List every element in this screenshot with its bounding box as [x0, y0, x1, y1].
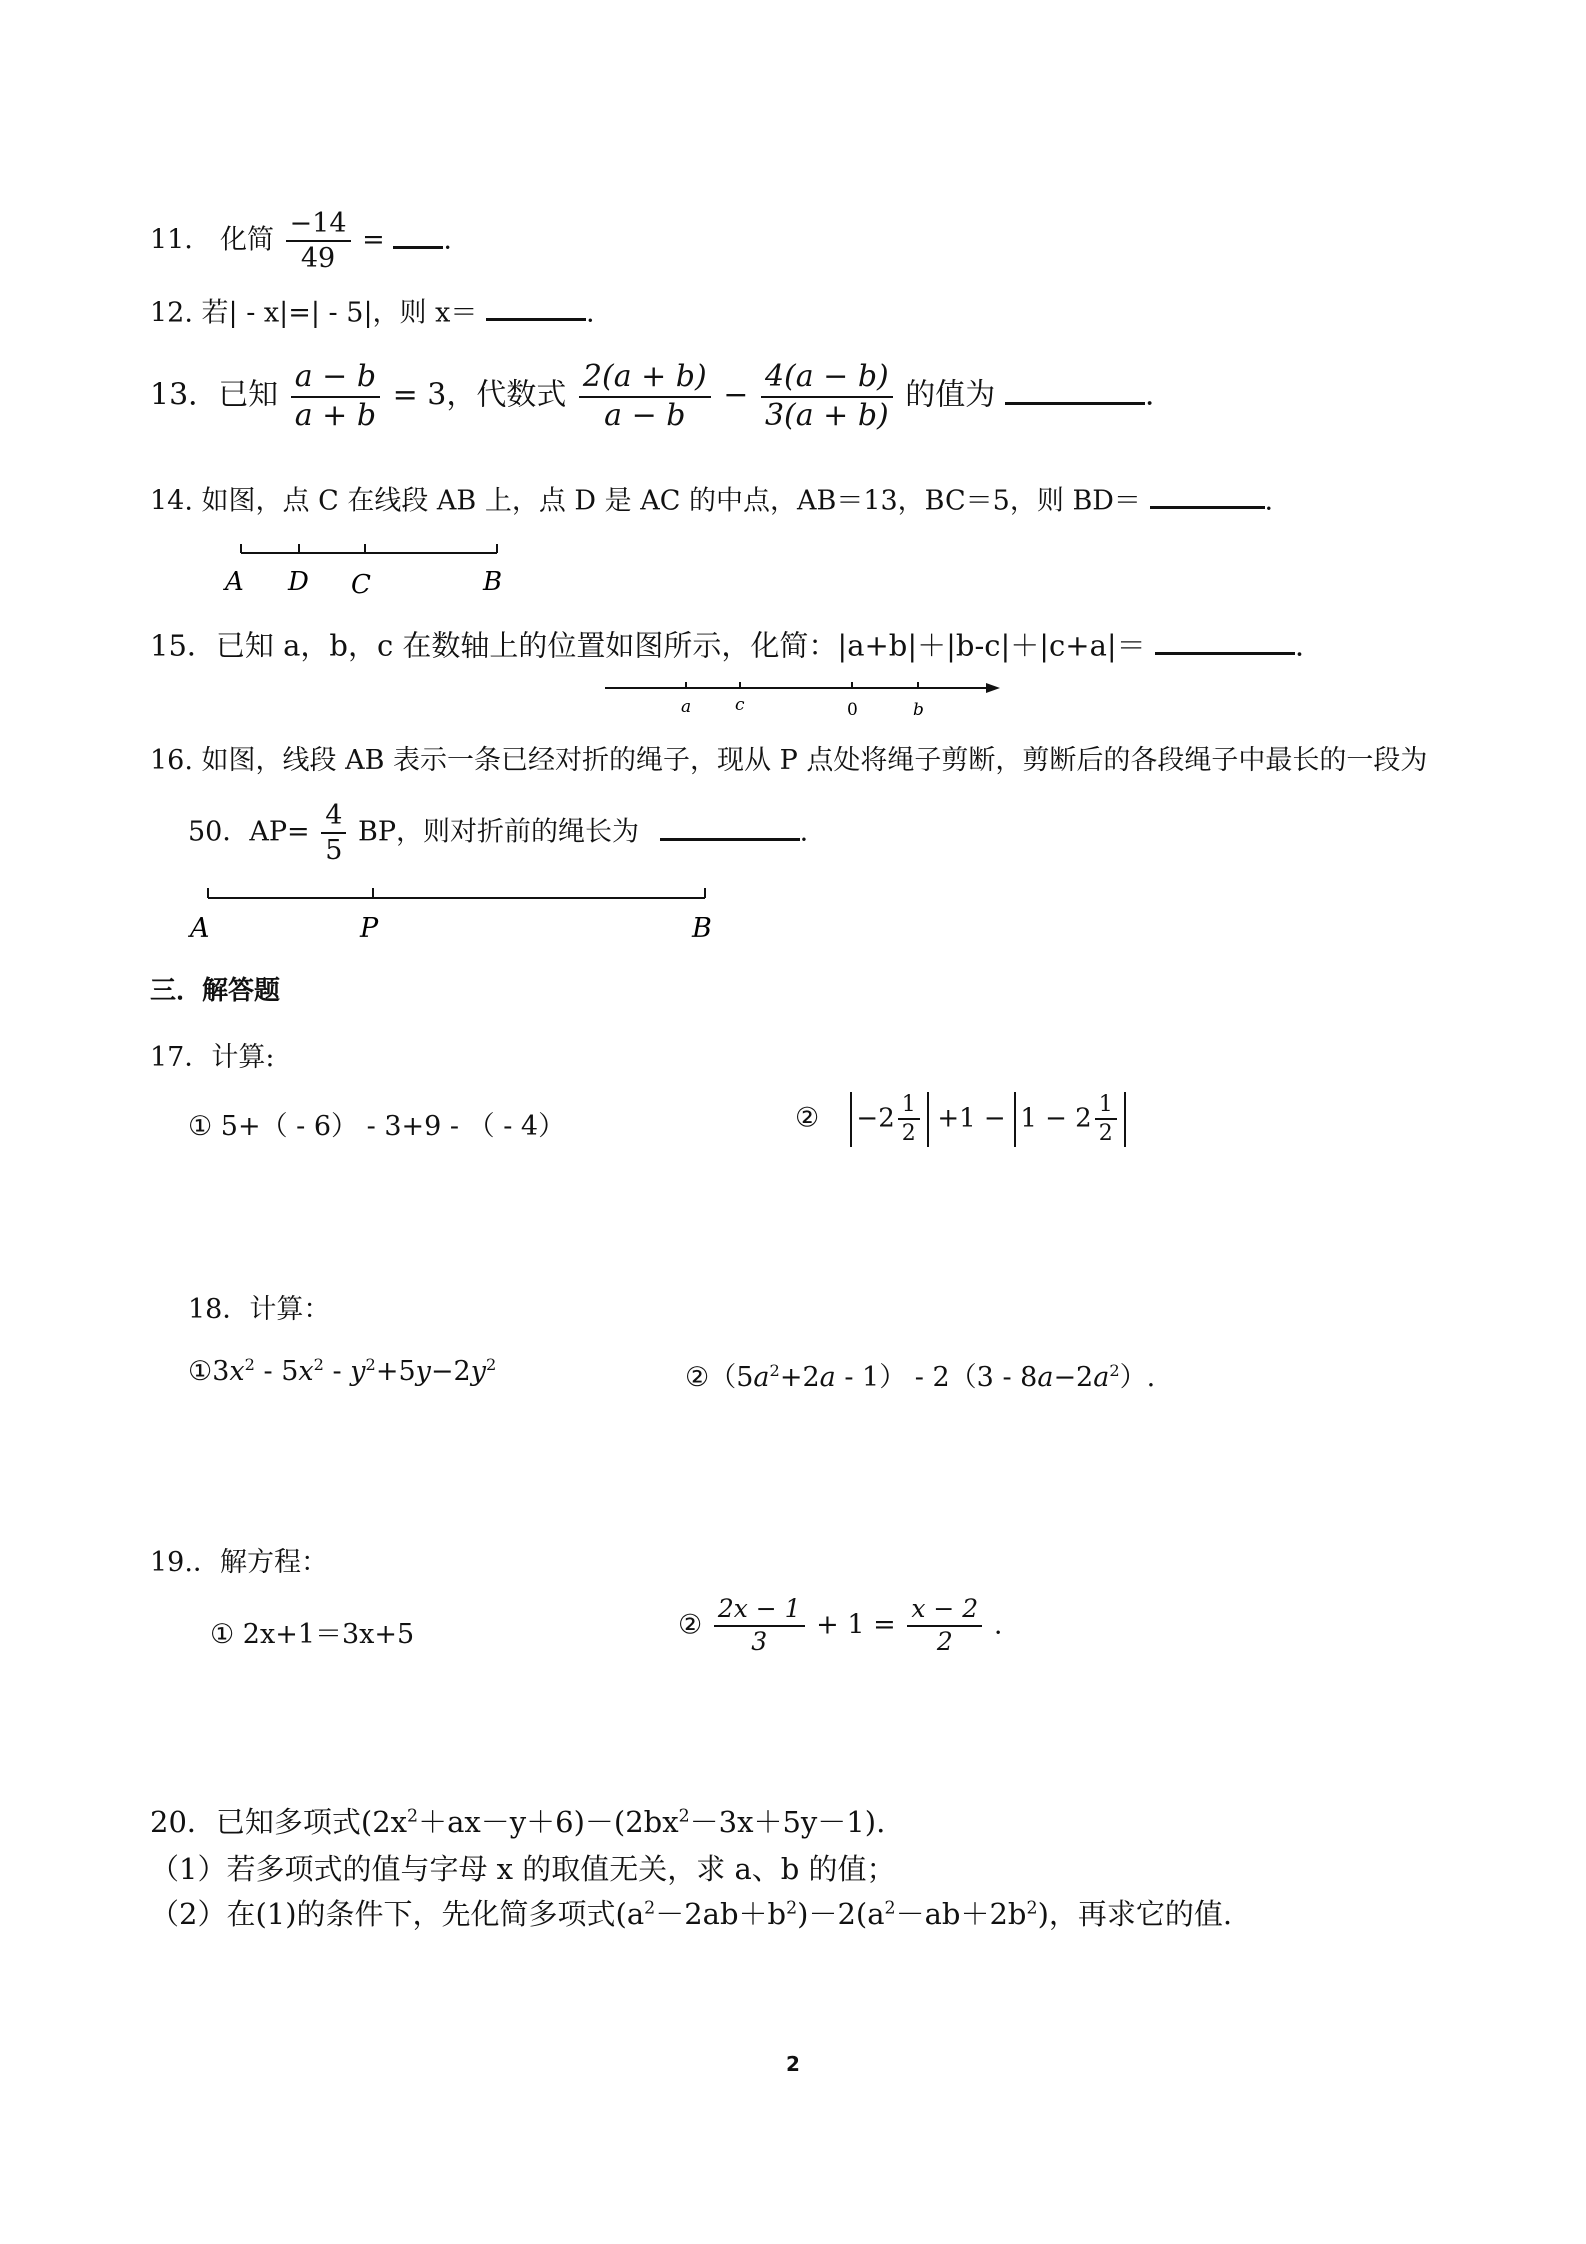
question-13: 13．已知 $\frac{a - b}{a + b}$ = 3，代数式 $\frac{2(a + b)}{a - b}$ − $\frac{4(a - b)}{3(a + b)}$ 的值为 .: [150, 359, 1155, 433]
q16-rope-figure: [180, 880, 740, 945]
label-c: C: [351, 570, 371, 598]
question-17-title: 17．计算:: [150, 1042, 275, 1073]
question-18-part-1: $①3x^2 - 5x^2 - y^2+5y-2y^2$: [188, 1355, 497, 1387]
q15-number-line: [600, 670, 1010, 720]
question-18-title: 18．计算：: [188, 1294, 331, 1325]
question-16-line-2: 50．AP= $\frac{4}{5}$ BP，则对折前的绳长为 .: [188, 800, 809, 867]
label-zero: 0: [847, 700, 858, 720]
label-a: A: [225, 567, 244, 597]
q13-fraction-2: $\frac{2(a + b)}{a - b}$: [579, 360, 711, 433]
absolute-value-2: 1 − 2 $\frac{1}{2}$: [1014, 1092, 1125, 1147]
q15-text: 15．已知 a，b，c 在数轴上的位置如图所示，化简：|a+b|＋|b-c|＋|c+a|＝: [150, 628, 1146, 663]
page-number: 2: [786, 2052, 800, 2076]
question-16-line-1: 16. 如图，线段 AB 表示一条已经对折的绳子，现从 P 点处将绳子剪断，剪断后的各段绳子中最长的一段为: [150, 745, 1428, 776]
question-17-part-2: ② −2 $\frac{1}{2}$ +1 − 1 − 2 $\frac{1}{2}$: [795, 1092, 1126, 1147]
answer-blank[interactable]: [1005, 370, 1145, 405]
label-a: a: [681, 697, 692, 717]
question-19-title: 19.．解方程：: [150, 1547, 328, 1578]
q13-fraction-1: $\frac{a - b}{a + b}$: [291, 360, 380, 433]
question-19-part-2: ② $\frac{2x - 1}{3}$ + 1 = $\frac{x - 2}{2}$ .: [678, 1594, 1003, 1656]
answer-blank[interactable]: [1150, 478, 1265, 509]
question-14: 14. 如图，点 C 在线段 AB 上，点 D 是 AC 的中点，AB＝13，BC＝5，则 BD＝ .: [150, 478, 1273, 517]
question-15: 15．已知 a，b，c 在数轴上的位置如图所示，化简：|a+b|＋|b-c|＋|c+a|＝ .: [150, 622, 1304, 664]
question-20-line-2: （1）若多项式的值与字母 x 的取值无关，求 a、b 的值；: [150, 1852, 896, 1886]
q11-number: 11: [150, 224, 185, 256]
q13-fraction-3: $\frac{4(a - b)}{3(a + b)}$: [761, 360, 893, 433]
answer-blank[interactable]: [393, 217, 443, 248]
q11-text: 化简: [219, 224, 274, 256]
q11-fraction: $\frac{-14}{49}$: [286, 208, 351, 274]
q16-fraction: $\frac{4}{5}$: [321, 800, 346, 866]
label-a: A: [190, 913, 210, 944]
q14-line-segment-figure: [215, 538, 515, 598]
question-18-part-2: $②(5a^2+2a - 1) - 2(3 - 8a-2a^2)$.: [685, 1361, 1156, 1393]
q14-text: 14. 如图，点 C 在线段 AB 上，点 D 是 AC 的中点，AB＝13，BC＝5，则 BD＝: [150, 485, 1141, 517]
answer-blank[interactable]: [1155, 622, 1295, 655]
q12-text: 若| - x|=| - 5|，则 x＝: [201, 297, 478, 329]
answer-blank[interactable]: [486, 290, 586, 321]
label-d: D: [288, 567, 309, 597]
section-heading: 三．解答题: [150, 976, 281, 1006]
absolute-value-1: −2 $\frac{1}{2}$: [850, 1092, 928, 1147]
q19-fraction-2: $\frac{x - 2}{2}$: [907, 1595, 982, 1657]
label-b: b: [913, 700, 924, 720]
answer-blank[interactable]: [660, 809, 800, 840]
label-b: B: [483, 567, 503, 597]
q19-fraction-1: $\frac{2x - 1}{3}$: [714, 1595, 805, 1657]
question-17-part-1: ① 5+（ - 6） - 3+9 - （ - 4）: [188, 1111, 566, 1142]
question-11: 11． 化简 $\frac{-14}{49}$ = .: [150, 208, 452, 275]
label-c: c: [735, 695, 745, 715]
question-20-line-1: 20．已知多项式$(2x^2+ax-y+6)-(2bx^2-3x+5y-1)$.: [150, 1805, 886, 1839]
question-19-part-1: ① 2x+1＝3x+5: [210, 1619, 415, 1650]
label-b: B: [692, 913, 712, 944]
axis-arrow-icon: [986, 683, 1000, 693]
question-12: 12. 若| - x|=| - 5|，则 x＝ .: [150, 290, 595, 329]
question-20-line-3: （2）在(1)的条件下，先化简多项式$(a^2-2ab+b^2)-2(a^2-ab+2b^2)$，再求它的值.: [150, 1897, 1233, 1931]
label-p: P: [360, 913, 379, 944]
